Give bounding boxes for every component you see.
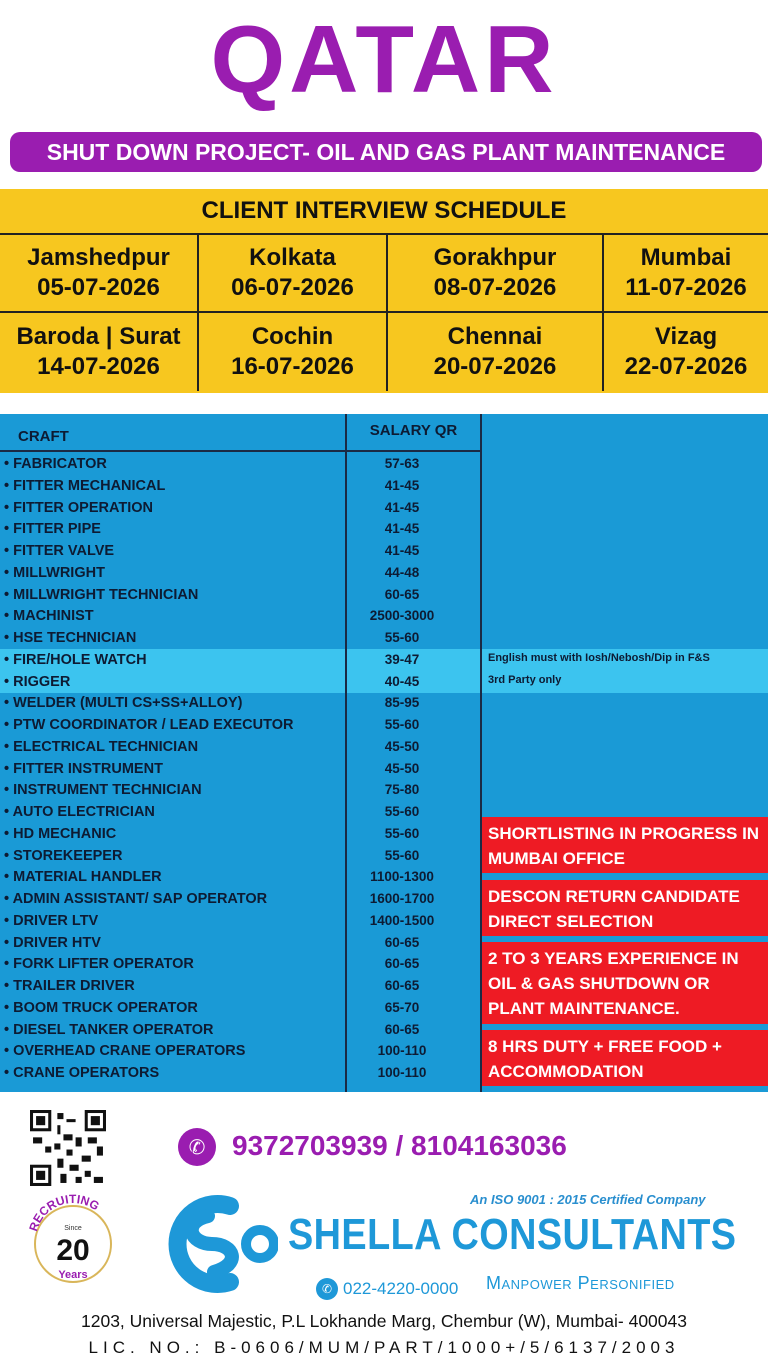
table-row xyxy=(0,1041,480,1063)
salary-range: 41-45 xyxy=(384,477,420,493)
salary-range: 60-65 xyxy=(384,1021,420,1037)
city-name: Jamshedpur xyxy=(27,244,170,271)
phone-icon: ✆ xyxy=(178,1128,216,1166)
schedule-cell xyxy=(604,235,768,313)
table-row xyxy=(0,650,480,672)
interview-date: 08-07-2026 xyxy=(433,274,557,301)
craft-name: • HSE TECHNICIAN xyxy=(4,630,136,646)
craft-name: • FORK LIFTER OPERATOR xyxy=(4,956,194,972)
craft-name: • MATERIAL HANDLER xyxy=(4,869,162,885)
craft-name: • WELDER (MULTI CS+SS+ALLOY) xyxy=(4,695,242,711)
company-logo xyxy=(168,1192,278,1296)
fire-watch-note: English must with Iosh/Nebosh/Dip in F&S xyxy=(488,652,710,664)
table-row xyxy=(0,954,480,976)
salary-range: 60-65 xyxy=(384,934,420,950)
interview-schedule xyxy=(0,189,768,393)
badge-top-text: RECRUITING xyxy=(26,1194,102,1233)
header-divider xyxy=(0,450,482,452)
interview-date: 05-07-2026 xyxy=(37,274,160,301)
schedule-cell xyxy=(388,313,604,391)
iso-certification: An ISO 9001 : 2015 Certified Company xyxy=(470,1192,706,1207)
city-name: Chennai xyxy=(447,323,543,350)
notice-descon: DESCON RETURN CANDIDATE DIRECT SELECTION xyxy=(482,880,768,936)
column-header-craft: CRAFT xyxy=(18,428,69,445)
salary-range: 45-50 xyxy=(384,760,420,776)
table-row xyxy=(0,933,480,955)
salary-range: 55-60 xyxy=(384,825,420,841)
interview-date: 16-07-2026 xyxy=(231,353,354,380)
salary-range: 44-48 xyxy=(384,564,420,580)
page-title: QATAR xyxy=(210,6,558,113)
table-row xyxy=(0,563,480,585)
company-address: 1203, Universal Majestic, P.L Lokhande Marg, Chembur (W), Mumbai- 400043 xyxy=(81,1311,687,1331)
project-banner: SHUT DOWN PROJECT- OIL AND GAS PLANT MAINTENANCE xyxy=(10,132,762,172)
table-row xyxy=(0,476,480,498)
craft-name: • CRANE OPERATORS xyxy=(4,1065,159,1081)
salary-range: 60-65 xyxy=(384,586,420,602)
table-row xyxy=(0,1020,480,1042)
schedule-grid xyxy=(0,235,768,391)
craft-name: • MACHINIST xyxy=(4,608,94,624)
table-row xyxy=(0,672,480,694)
table-row xyxy=(0,628,480,650)
table-row xyxy=(0,737,480,759)
table-row xyxy=(0,606,480,628)
craft-name: • ELECTRICAL TECHNICIAN xyxy=(4,739,198,755)
craft-name: • AUTO ELECTRICIAN xyxy=(4,804,155,820)
table-row xyxy=(0,911,480,933)
schedule-cell xyxy=(604,313,768,391)
salary-range: 85-95 xyxy=(384,695,420,711)
craft-name: • PTW COORDINATOR / LEAD EXECUTOR xyxy=(4,717,293,733)
notice-benefits: 8 HRS DUTY + FREE FOOD + ACCOMMODATION xyxy=(482,1030,768,1086)
table-row xyxy=(0,998,480,1020)
table-row xyxy=(0,1063,480,1085)
table-row xyxy=(0,519,480,541)
craft-name: • ADMIN ASSISTANT/ SAP OPERATOR xyxy=(4,891,267,907)
salary-range: 55-60 xyxy=(384,847,420,863)
craft-name: • FITTER VALVE xyxy=(4,543,114,559)
interview-date: 11-07-2026 xyxy=(625,274,747,301)
badge-number: 20 xyxy=(56,1234,90,1267)
table-row xyxy=(0,976,480,998)
schedule-cell xyxy=(199,235,388,313)
salary-range: 100-110 xyxy=(377,1043,427,1059)
city-name: Baroda | Surat xyxy=(16,323,181,350)
landline-number[interactable]: 022-4220-0000 xyxy=(343,1279,459,1298)
company-name: SHELLA CONSULTANTS xyxy=(288,1210,737,1259)
schedule-cell xyxy=(0,313,199,391)
table-row xyxy=(0,867,480,889)
salary-range: 2500-3000 xyxy=(369,608,435,624)
craft-name: • FIRE/HOLE WATCH xyxy=(4,652,147,668)
salary-range: 1100-1300 xyxy=(370,869,434,885)
table-row xyxy=(0,824,480,846)
table-row xyxy=(0,693,480,715)
craft-name: • FITTER INSTRUMENT xyxy=(4,761,163,777)
notice-shortlisting: SHORTLISTING IN PROGRESS IN MUMBAI OFFICE xyxy=(482,817,768,873)
city-name: Vizag xyxy=(654,323,718,350)
craft-name: • MILLWRIGHT TECHNICIAN xyxy=(4,587,198,603)
company-tagline: Manpower Personified xyxy=(486,1273,675,1293)
city-name: Gorakhpur xyxy=(433,244,557,271)
table-row xyxy=(0,759,480,781)
table-row xyxy=(0,498,480,520)
schedule-cell xyxy=(0,235,199,313)
salary-range: 41-45 xyxy=(384,543,420,558)
schedule-heading: CLIENT INTERVIEW SCHEDULE xyxy=(0,189,768,235)
craft-name: • DRIVER HTV xyxy=(4,935,101,951)
craft-name: • DIESEL TANKER OPERATOR xyxy=(4,1022,213,1038)
city-name: Mumbai xyxy=(640,244,732,271)
craft-name: • BOOM TRUCK OPERATOR xyxy=(4,1000,198,1016)
craft-name: • FITTER OPERATION xyxy=(4,500,153,516)
landline-phone-icon: ✆ xyxy=(316,1278,338,1300)
craft-name: • FITTER MECHANICAL xyxy=(4,478,165,494)
salary-range: 55-60 xyxy=(384,804,420,819)
notice-experience: 2 TO 3 YEARS EXPERIENCE IN OIL & GAS SHUTDOWN OR PLANT MAINTENANCE. xyxy=(482,942,768,1024)
craft-name: • HD MECHANIC xyxy=(4,826,116,842)
table-row xyxy=(0,889,480,911)
salary-range: 60-65 xyxy=(384,956,420,972)
salary-table xyxy=(0,414,768,1092)
interview-date: 06-07-2026 xyxy=(231,274,354,301)
phone-numbers[interactable]: 9372703939 / 8104163036 xyxy=(232,1130,567,1161)
table-row xyxy=(0,780,480,802)
salary-range: 1400-1500 xyxy=(369,912,435,928)
interview-date: 14-07-2026 xyxy=(37,353,160,380)
table-row xyxy=(0,541,480,563)
salary-range: 41-45 xyxy=(384,499,420,515)
recruiting-badge xyxy=(22,1194,124,1290)
craft-name: • RIGGER xyxy=(4,674,70,690)
craft-name: • MILLWRIGHT xyxy=(4,565,105,581)
salary-range: 60-65 xyxy=(384,978,420,993)
craft-name: • OVERHEAD CRANE OPERATORS xyxy=(4,1043,245,1059)
salary-range: 45-50 xyxy=(384,738,420,754)
qr-code xyxy=(30,1110,106,1186)
column-header-salary: SALARY QR xyxy=(369,422,458,439)
salary-range: 57-63 xyxy=(384,456,420,471)
interview-date: 20-07-2026 xyxy=(433,353,557,380)
city-name: Cochin xyxy=(251,323,334,350)
table-row xyxy=(0,454,480,476)
table-row xyxy=(0,802,480,824)
license-number: LIC. NO.: B-0606/MUM/PART/1000+/5/6137/2003 xyxy=(88,1338,680,1357)
schedule-cell xyxy=(388,235,604,313)
rigger-note: 3rd Party only xyxy=(488,674,562,686)
craft-name: • TRAILER DRIVER xyxy=(4,978,135,994)
city-name: Kolkata xyxy=(249,244,336,271)
salary-range: 55-60 xyxy=(384,717,420,732)
salary-range: 40-45 xyxy=(384,673,420,689)
salary-range: 39-47 xyxy=(384,651,420,667)
salary-range: 65-70 xyxy=(384,999,420,1015)
badge-since: Since xyxy=(64,1225,82,1232)
salary-range: 75-80 xyxy=(384,782,420,798)
salary-range: 1600-1700 xyxy=(369,891,435,906)
table-row xyxy=(0,715,480,737)
craft-name: • INSTRUMENT TECHNICIAN xyxy=(4,782,202,798)
interview-date: 22-07-2026 xyxy=(624,353,748,380)
craft-name: • DRIVER LTV xyxy=(4,913,98,929)
table-body xyxy=(0,454,480,1085)
table-row xyxy=(0,846,480,868)
salary-range: 55-60 xyxy=(384,630,420,645)
salary-range: 41-45 xyxy=(384,521,420,537)
craft-name: • FITTER PIPE xyxy=(4,521,101,537)
schedule-cell xyxy=(199,313,388,391)
badge-years: Years xyxy=(58,1269,88,1281)
craft-name: • STOREKEEPER xyxy=(4,848,122,864)
craft-name: • FABRICATOR xyxy=(4,456,107,472)
salary-range: 100-110 xyxy=(377,1065,427,1080)
table-row xyxy=(0,585,480,607)
